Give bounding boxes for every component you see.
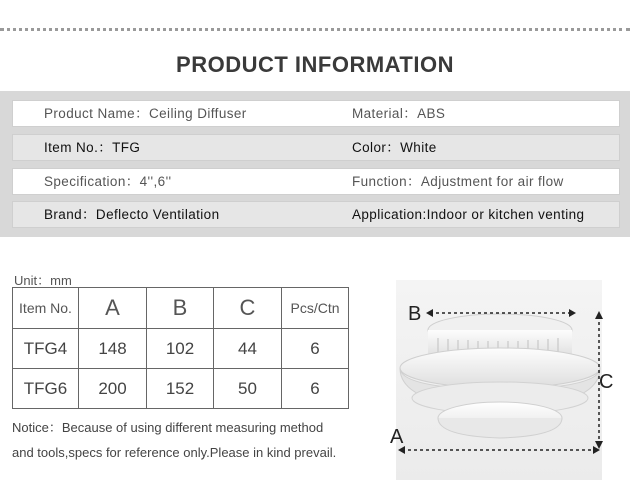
table-header-item-no: Item No. [13,288,79,329]
table-cell: 44 [214,329,282,369]
table-cell: 148 [79,329,147,369]
table-cell: TFG4 [13,329,79,369]
info-application: Application:Indoor or kitchen venting [352,207,585,222]
info-row-specification [12,168,620,195]
table-cell: 152 [147,369,214,409]
table-row [13,369,349,409]
info-color: Color：White [352,140,437,155]
page-title: PRODUCT INFORMATION [176,52,454,77]
table-header-row [13,288,349,329]
table-cell: 50 [214,369,282,409]
ceiling-diffuser-image [390,278,614,483]
info-item-no: Item No.：TFG [44,140,141,155]
top-dotted-divider [0,28,630,31]
notice-line-2: and tools,specs for reference only.Please in kind prevail. [12,445,337,460]
info-row-brand [12,201,620,228]
info-specification: Specification：4'',6'' [44,174,172,189]
product-diagram [390,278,614,483]
table-header-c: C [214,288,282,329]
table-cell: 102 [147,329,214,369]
table-cell: 200 [79,369,147,409]
table-cell: 6 [282,329,349,369]
info-function: Function：Adjustment for air flow [352,174,564,189]
table-header-a: A [79,288,147,329]
table-cell: TFG6 [13,369,79,409]
spec-table [12,287,349,409]
dimension-label-c: C [599,371,614,393]
info-product-name: Product Name：Ceiling Diffuser [44,106,247,121]
table-row [13,329,349,369]
unit-label: Unit：mm [14,273,72,288]
notice-text [12,415,382,465]
product-info-panel [0,91,630,237]
table-cell: 6 [282,369,349,409]
dimension-label-a: A [390,426,404,448]
notice-line-1: Notice：Because of using different measuring method [12,420,324,435]
info-material: Material：ABS [352,106,446,121]
info-row-product-name [12,100,620,127]
info-brand: Brand：Deflecto Ventilation [44,207,220,222]
dimension-label-b: B [408,303,422,325]
table-header-b: B [147,288,214,329]
table-header-pcs-ctn: Pcs/Ctn [282,288,349,329]
info-row-item-no [12,134,620,161]
